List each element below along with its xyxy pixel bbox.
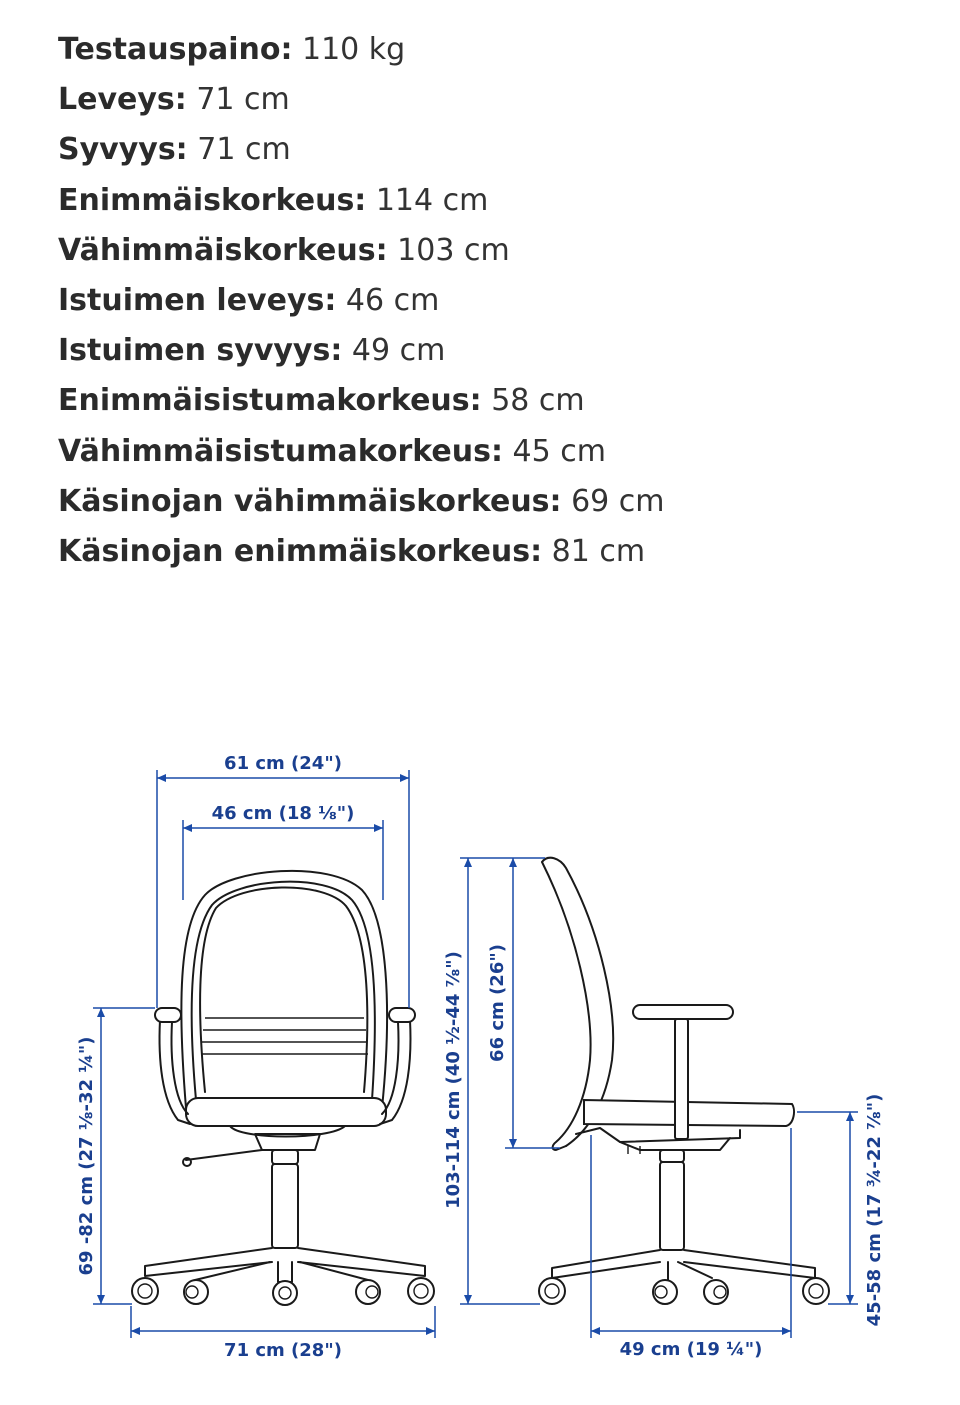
spec-label: Leveys: [58,82,187,118]
spec-label: Testauspaino: [58,32,293,67]
dim-label: 45-58 cm (17 ¾-22 ⅞") [864,1093,885,1327]
spec-value: 81 cm [551,533,646,569]
dim-seat-depth [591,1128,791,1360]
spec-value: 49 cm [351,333,446,369]
side-view-chair [539,858,829,1304]
spec-label: Enimmäisistumakorkeus: [58,383,482,419]
spec-value: 45 cm [512,433,606,469]
front-view-chair [132,871,434,1305]
dim-base-width [131,1306,435,1361]
spec-label: Vähimmäisistumakorkeus: [58,433,503,469]
spec-label: Syvyys: [58,132,188,168]
dim-armrest-width [157,753,409,1008]
spec-value: 71 cm [196,82,290,118]
spec-label: Istuimen leveys: [58,282,337,318]
dim-label: 71 cm (28") [224,1340,342,1361]
spec-value: 103 cm [397,232,510,268]
dim-armrest-height [76,1008,155,1304]
dim-backrest-height [487,858,560,1148]
spec-value: 69 cm [571,483,665,519]
spec-value: 46 cm [345,282,440,318]
dim-label: 61 cm (24") [224,753,342,774]
spec-value: 71 cm [197,132,291,168]
dim-label: 66 cm (26") [487,944,508,1062]
dim-label: 49 cm (19 ¼") [619,1339,763,1360]
dim-label: 46 cm (18 ⅛") [211,803,355,824]
spec-label: Käsinojan enimmäiskorkeus: [58,533,543,569]
dim-seat-width [183,803,383,900]
dim-total-height [443,858,545,1304]
dim-label: 103-114 cm (40 ½-44 ⅞") [443,951,464,1209]
spec-value: 114 cm [375,182,489,218]
spec-label: Istuimen syvyys: [58,333,343,369]
dim-label: 69 -82 cm (27 ⅛-32 ¼") [76,1036,97,1276]
spec-label: Enimmäiskorkeus: [58,182,367,218]
spec-label: Käsinojan vähimmäiskorkeus: [58,483,562,519]
spec-value: 58 cm [491,383,585,419]
spec-value: 110 kg [302,32,406,67]
spec-label: Vähimmäiskorkeus: [58,232,388,268]
